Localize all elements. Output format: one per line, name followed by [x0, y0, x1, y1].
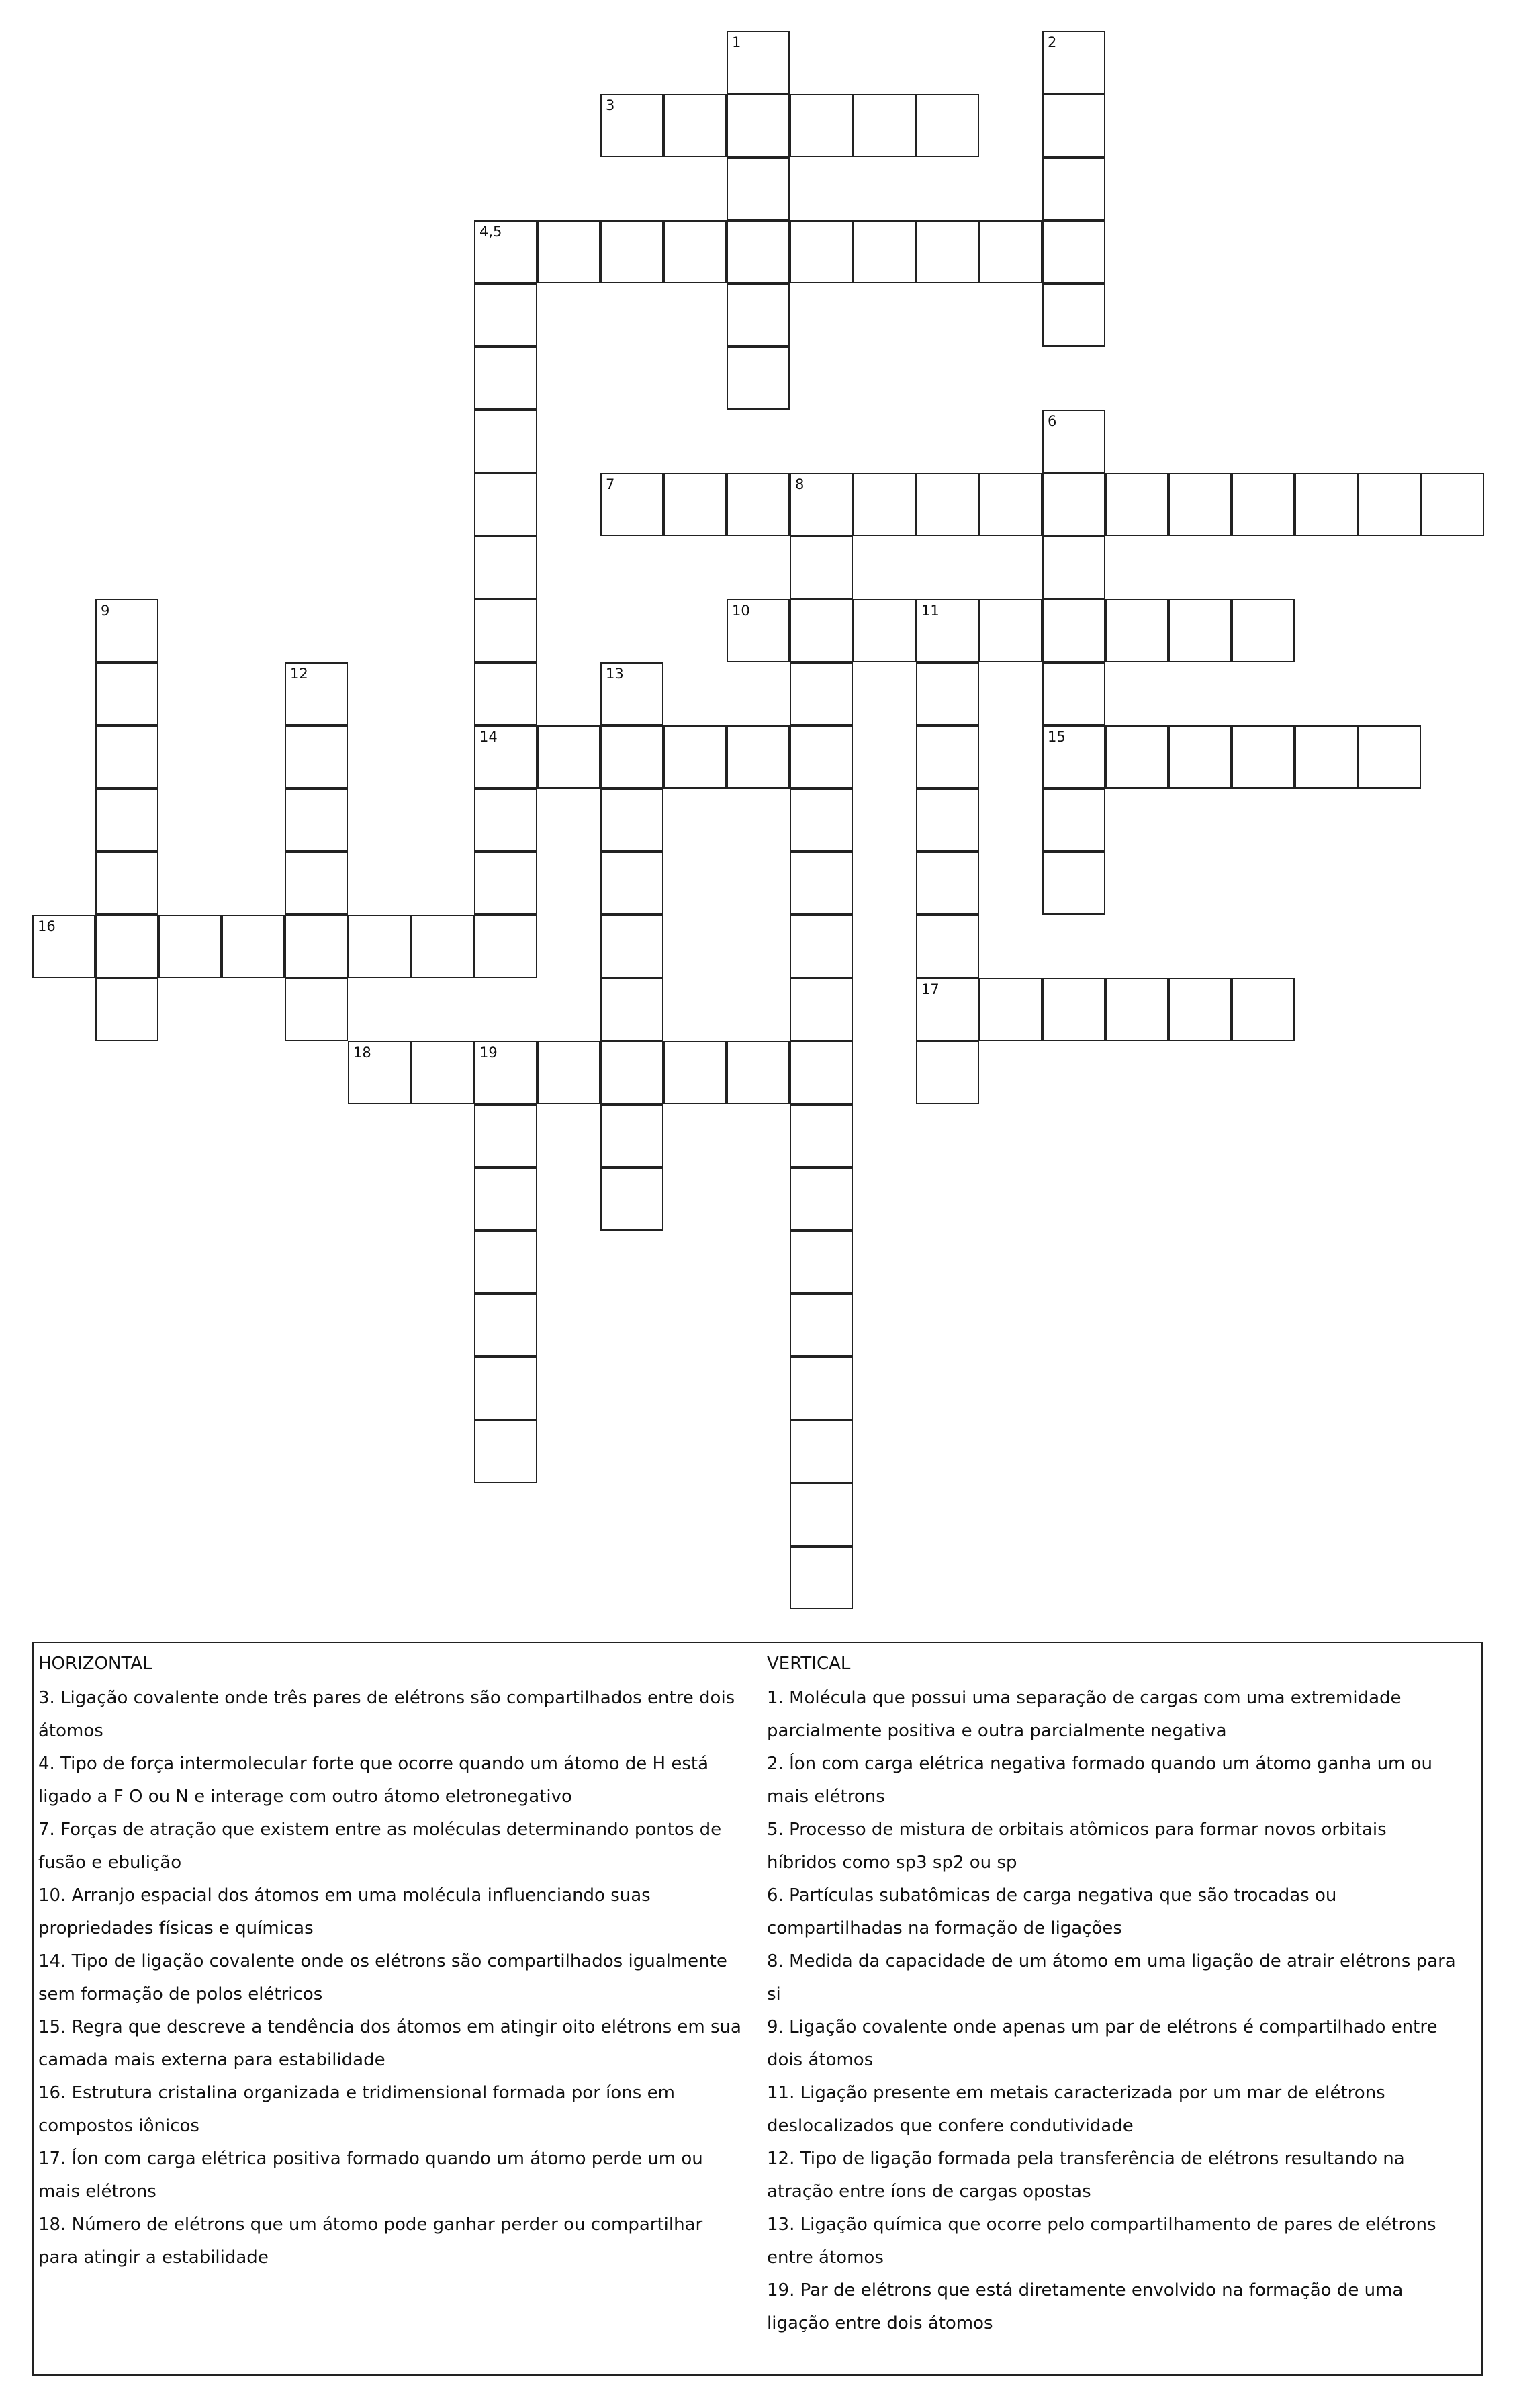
clue-line: mais elétrons	[38, 2182, 156, 2202]
grid-cell[interactable]	[916, 1041, 979, 1104]
grid-cell[interactable]	[1232, 599, 1295, 662]
grid-cell[interactable]	[600, 473, 663, 536]
grid-cell[interactable]	[916, 915, 979, 978]
clue-number: 6	[1048, 413, 1057, 429]
vertical-clues	[767, 1651, 1479, 2340]
grid-cell[interactable]	[32, 915, 95, 978]
clue-line: 1. Molécula que possui uma separação de cargas com uma extremidade	[767, 1688, 1402, 1708]
grid-cell[interactable]	[474, 789, 537, 852]
clue-line: 12. Tipo de ligação formada pela transferência de elétrons resultando na	[767, 2149, 1405, 2169]
clue-number: 13	[606, 666, 624, 682]
grid-cell[interactable]	[1042, 157, 1105, 220]
grid-cell[interactable]	[853, 220, 916, 283]
grid-cell[interactable]	[1105, 599, 1168, 662]
clue-line: híbridos como sp3 sp2 ou sp	[767, 1853, 1017, 1873]
clue-line: sem formação de polos elétricos	[38, 1984, 323, 2004]
clue-number: 18	[353, 1044, 371, 1061]
grid-cell[interactable]	[1421, 473, 1484, 536]
grid-cell[interactable]	[1042, 662, 1105, 725]
grid-cell[interactable]	[600, 915, 663, 978]
grid-cell[interactable]	[474, 1357, 537, 1420]
grid-cell[interactable]	[222, 915, 285, 978]
grid-cell[interactable]	[916, 978, 979, 1041]
grid-cell[interactable]	[95, 662, 158, 725]
grid-cell[interactable]	[600, 789, 663, 852]
grid-cell[interactable]	[727, 31, 790, 94]
grid-cell[interactable]	[411, 915, 474, 978]
grid-cell[interactable]	[727, 1041, 790, 1104]
grid-cell[interactable]	[1168, 473, 1232, 536]
clue-line: compartilhadas na formação de ligações	[767, 1918, 1122, 1938]
grid-cell[interactable]	[537, 1041, 600, 1104]
grid-cell[interactable]	[979, 220, 1042, 283]
grid-cell[interactable]	[916, 599, 979, 662]
grid-cell[interactable]	[1042, 473, 1105, 536]
grid-cell[interactable]	[474, 1104, 537, 1167]
grid-cell[interactable]	[663, 220, 727, 283]
grid-cell[interactable]	[285, 915, 348, 978]
vertical-heading: VERTICAL	[767, 1654, 851, 1674]
grid-cell[interactable]	[474, 347, 537, 410]
grid-cell[interactable]	[474, 1231, 537, 1294]
grid-cell[interactable]	[600, 220, 663, 283]
grid-cell[interactable]	[600, 1104, 663, 1167]
clue-line: camada mais externa para estabilidade	[38, 2050, 385, 2070]
grid-cell[interactable]	[348, 1041, 411, 1104]
grid-cell[interactable]	[1042, 283, 1105, 347]
clue-line: dois átomos	[767, 2050, 874, 2070]
grid-cell[interactable]	[916, 473, 979, 536]
grid-cell[interactable]	[663, 94, 727, 157]
grid-cell[interactable]	[663, 473, 727, 536]
grid-cell[interactable]	[285, 789, 348, 852]
grid-cell[interactable]	[411, 1041, 474, 1104]
clue-number: 7	[606, 476, 615, 492]
grid-cell[interactable]	[600, 1167, 663, 1231]
clue-line: 10. Arranjo espacial dos átomos em uma molécula influenciando suas	[38, 1885, 651, 1906]
grid-cell[interactable]	[790, 662, 853, 725]
grid-cell[interactable]	[979, 599, 1042, 662]
clue-line: 9. Ligação covalente onde apenas um par de elétrons é compartilhado entre	[767, 2017, 1438, 2037]
grid-cell[interactable]	[95, 978, 158, 1041]
clue-line: para atingir a estabilidade	[38, 2247, 269, 2268]
grid-cell[interactable]	[1168, 599, 1232, 662]
grid-cell[interactable]	[853, 599, 916, 662]
clue-number: 14	[479, 729, 498, 745]
grid-cell[interactable]	[1042, 410, 1105, 473]
clue-line: 7. Forças de atração que existem entre as moléculas determinando pontos de	[38, 1820, 722, 1840]
clue-line: 19. Par de elétrons que está diretamente envolvido na formação de uma	[767, 2280, 1404, 2301]
clue-line: átomos	[38, 1721, 103, 1741]
grid-cell[interactable]	[348, 915, 411, 978]
clue-line: 6. Partículas subatômicas de carga negativa que são trocadas ou	[767, 1885, 1337, 1906]
grid-cell[interactable]	[1232, 978, 1295, 1041]
grid-cell[interactable]	[474, 1167, 537, 1231]
clue-number: 3	[606, 97, 615, 114]
grid-cell[interactable]	[790, 1041, 853, 1104]
grid-cell[interactable]	[537, 220, 600, 283]
grid-cell[interactable]	[727, 473, 790, 536]
grid-cell[interactable]	[474, 283, 537, 347]
grid-cell[interactable]	[979, 473, 1042, 536]
grid-cell[interactable]	[727, 220, 790, 283]
clue-line: 15. Regra que descreve a tendência dos átomos em atingir oito elétrons em sua	[38, 2017, 741, 2037]
clue-line: 3. Ligação covalente onde três pares de elétrons são compartilhados entre dois	[38, 1688, 735, 1708]
clue-number: 10	[732, 603, 750, 619]
grid-cell[interactable]	[790, 1420, 853, 1483]
grid-cell[interactable]	[1168, 978, 1232, 1041]
grid-cell[interactable]	[916, 94, 979, 157]
grid-cell[interactable]	[474, 725, 537, 789]
grid-cell[interactable]	[95, 599, 158, 662]
grid-cell[interactable]	[916, 852, 979, 915]
grid-cell[interactable]	[916, 220, 979, 283]
grid-cell[interactable]	[790, 725, 853, 789]
grid-cell[interactable]	[727, 347, 790, 410]
clue-number: 17	[921, 981, 939, 997]
grid-cell[interactable]	[790, 978, 853, 1041]
clue-number: 1	[732, 34, 741, 50]
grid-cell[interactable]	[285, 662, 348, 725]
grid-cell[interactable]	[790, 789, 853, 852]
grid-cell[interactable]	[537, 725, 600, 789]
clue-line: si	[767, 1984, 781, 2004]
grid-cell[interactable]	[1042, 852, 1105, 915]
clue-line: 4. Tipo de força intermolecular forte que ocorre quando um átomo de H está	[38, 1754, 709, 1774]
grid-cell[interactable]	[790, 536, 853, 599]
clue-number: 9	[101, 603, 110, 619]
grid-cell[interactable]	[790, 220, 853, 283]
clue-number: 8	[795, 476, 805, 492]
grid-cell[interactable]	[790, 599, 853, 662]
grid-cell[interactable]	[790, 915, 853, 978]
clue-line: 14. Tipo de ligação covalente onde os elétrons são compartilhados igualmente	[38, 1951, 727, 1971]
grid-cell[interactable]	[663, 1041, 727, 1104]
grid-cell[interactable]	[727, 725, 790, 789]
grid-cell[interactable]	[979, 978, 1042, 1041]
grid-cell[interactable]	[158, 915, 222, 978]
grid-cell[interactable]	[600, 662, 663, 725]
grid-cell[interactable]	[916, 789, 979, 852]
clue-line: ligado a F O ou N e interage com outro átomo eletronegativo	[38, 1787, 572, 1807]
grid-cell[interactable]	[853, 473, 916, 536]
grid-cell[interactable]	[600, 94, 663, 157]
clue-line: 16. Estrutura cristalina organizada e tridimensional formada por íons em	[38, 2083, 675, 2103]
grid-cell[interactable]	[600, 725, 663, 789]
clue-line: mais elétrons	[767, 1787, 885, 1807]
grid-cell[interactable]	[1042, 599, 1105, 662]
clue-line: 17. Íon com carga elétrica positiva formado quando um átomo perde um ou	[38, 2149, 703, 2169]
clue-line: 13. Ligação química que ocorre pelo compartilhamento de pares de elétrons	[767, 2215, 1436, 2235]
grid-cell[interactable]	[1295, 473, 1358, 536]
grid-cell[interactable]	[727, 599, 790, 662]
clue-line: 8. Medida da capacidade de um átomo em uma ligação de atrair elétrons para	[767, 1951, 1456, 1971]
grid-cell[interactable]	[1042, 789, 1105, 852]
clue-line: parcialmente positiva e outra parcialmente negativa	[767, 1721, 1227, 1741]
grid-cell[interactable]	[1168, 725, 1232, 789]
clue-box	[32, 1642, 1483, 2376]
clue-number: 16	[38, 918, 56, 934]
horizontal-heading: HORIZONTAL	[38, 1654, 152, 1674]
clue-line: deslocalizados que confere condutividade	[767, 2116, 1134, 2136]
grid-cell[interactable]	[285, 852, 348, 915]
grid-cell[interactable]	[474, 662, 537, 725]
grid-cell[interactable]	[95, 789, 158, 852]
grid-cell[interactable]	[600, 1041, 663, 1104]
grid-cell[interactable]	[790, 1104, 853, 1167]
grid-cell[interactable]	[1295, 725, 1358, 789]
clue-number: 11	[921, 603, 939, 619]
grid-cell[interactable]	[474, 599, 537, 662]
horizontal-clues	[38, 1651, 757, 2274]
grid-cell[interactable]	[790, 852, 853, 915]
grid-cell[interactable]	[1232, 473, 1295, 536]
grid-cell[interactable]	[1358, 725, 1421, 789]
grid-cell[interactable]	[790, 94, 853, 157]
grid-cell[interactable]	[474, 1420, 537, 1483]
grid-cell[interactable]	[1105, 473, 1168, 536]
grid-cell[interactable]	[474, 220, 537, 283]
grid-cell[interactable]	[474, 536, 537, 599]
clue-line: propriedades físicas e químicas	[38, 1918, 314, 1938]
clue-line: 11. Ligação presente em metais caracterizada por um mar de elétrons	[767, 2083, 1385, 2103]
grid-cell[interactable]	[474, 1294, 537, 1357]
grid-cell[interactable]	[663, 725, 727, 789]
grid-cell[interactable]	[95, 852, 158, 915]
clue-line: compostos iônicos	[38, 2116, 199, 2136]
clue-number: 4,5	[479, 224, 502, 240]
clue-line: ligação entre dois átomos	[767, 2313, 993, 2333]
grid-cell[interactable]	[790, 1231, 853, 1294]
clue-number: 12	[290, 666, 308, 682]
clue-line: atração entre íons de cargas opostas	[767, 2182, 1091, 2202]
grid-cell[interactable]	[727, 94, 790, 157]
grid-cell[interactable]	[916, 725, 979, 789]
grid-cell[interactable]	[1042, 220, 1105, 283]
grid-cell[interactable]	[790, 1546, 853, 1609]
grid-cell[interactable]	[1358, 473, 1421, 536]
grid-cell[interactable]	[95, 725, 158, 789]
grid-cell[interactable]	[474, 915, 537, 978]
clue-line: fusão e ebulição	[38, 1853, 182, 1873]
grid-cell[interactable]	[853, 94, 916, 157]
grid-cell[interactable]	[474, 852, 537, 915]
grid-cell[interactable]	[727, 157, 790, 220]
grid-cell[interactable]	[1105, 725, 1168, 789]
grid-cell[interactable]	[95, 915, 158, 978]
grid-cell[interactable]	[790, 1357, 853, 1420]
grid-cell[interactable]	[600, 852, 663, 915]
grid-cell[interactable]	[1042, 978, 1105, 1041]
grid-cell[interactable]	[727, 283, 790, 347]
grid-cell[interactable]	[1232, 725, 1295, 789]
grid-cell[interactable]	[790, 1294, 853, 1357]
grid-cell[interactable]	[474, 410, 537, 473]
grid-cell[interactable]	[285, 725, 348, 789]
grid-cell[interactable]	[1042, 31, 1105, 94]
grid-cell[interactable]	[474, 473, 537, 536]
clue-number: 2	[1048, 34, 1057, 50]
clue-number: 15	[1048, 729, 1066, 745]
grid-cell[interactable]	[285, 978, 348, 1041]
clue-line: 2. Íon com carga elétrica negativa formado quando um átomo ganha um ou	[767, 1754, 1433, 1774]
grid-cell[interactable]	[474, 1041, 537, 1104]
clue-line: 18. Número de elétrons que um átomo pode ganhar perder ou compartilhar	[38, 2215, 703, 2235]
grid-cell[interactable]	[600, 978, 663, 1041]
clue-line: 5. Processo de mistura de orbitais atômicos para formar novos orbitais	[767, 1820, 1387, 1840]
grid-cell[interactable]	[1042, 94, 1105, 157]
grid-cell[interactable]	[790, 1483, 853, 1546]
clue-line: entre átomos	[767, 2247, 884, 2268]
grid-cell[interactable]	[790, 1167, 853, 1231]
clue-number: 19	[479, 1044, 498, 1061]
grid-cell[interactable]	[790, 473, 853, 536]
grid-cell[interactable]	[1105, 978, 1168, 1041]
grid-cell[interactable]	[916, 662, 979, 725]
grid-cell[interactable]	[1042, 536, 1105, 599]
grid-cell[interactable]	[1042, 725, 1105, 789]
